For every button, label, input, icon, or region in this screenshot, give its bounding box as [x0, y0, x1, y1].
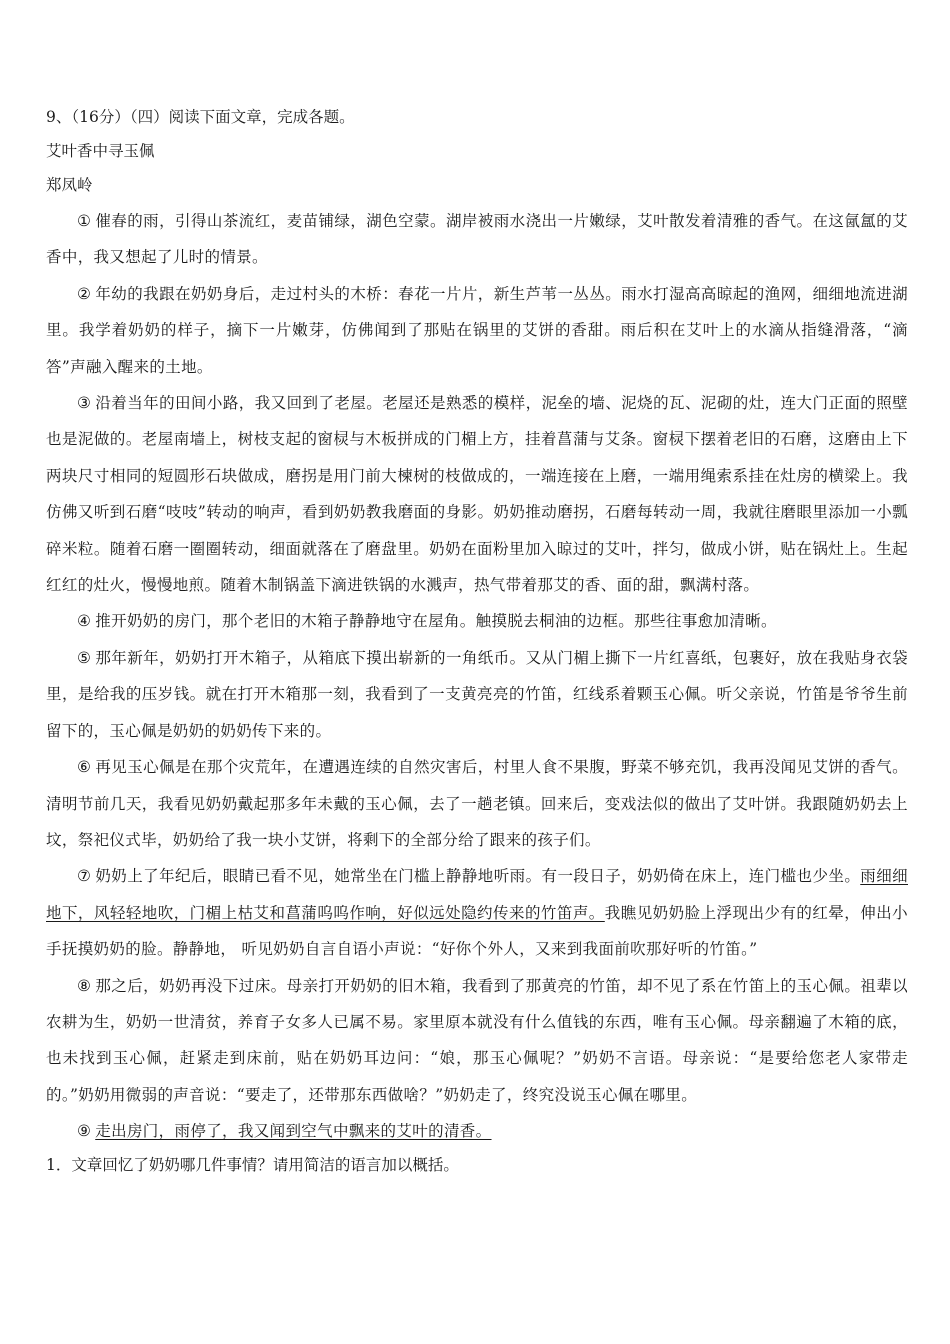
paragraph-text: 推开奶奶的房门，那个老旧的木箱子静静地守在屋角。触摸脱去桐油的边框。那些往事愈加清晰。: [95, 612, 777, 631]
article-title: 艾叶香中寻玉佩: [46, 142, 155, 160]
paragraph-text: 奶奶上了年纪后，眼睛已看不见，她常坐在门槛上静静地听雨。有一段日子，奶奶倚在床上，连门槛也少坐。: [95, 867, 861, 886]
paragraph-number: ③: [77, 394, 92, 413]
paragraph-number: ①: [77, 212, 92, 230]
paragraph-number: ⑦: [77, 867, 92, 886]
paragraph-number: ②: [77, 284, 92, 303]
paragraph-2: [46, 276, 908, 385]
paragraph-4: [46, 603, 908, 639]
paragraph-8: [46, 968, 908, 1114]
paragraph-text: 年幼的我跟在奶奶身后，走过村头的木桥：春花一片片，新生芦苇一丛丛。雨水打湿高高晾起的渔网，细细地流进湖里。我学着奶奶的样子，摘下一片嫩芽，仿佛闻到了那贴在锅里的艾饼的香甜。雨后积在艾叶上的水滴从指缝滑落，“滴答”声融入醒来的土地。: [46, 284, 909, 376]
paragraph-text: 催春的雨，引得山茶流红，麦苗铺绿，湖色空蒙。湖岸被雨水浇出一片嫩绿，艾叶散发着清雅的香气。在这氤氲的艾香中，我又想起了儿时的情景。: [46, 212, 909, 267]
paragraph-number: ④: [77, 612, 92, 631]
paragraph-number: ⑨: [77, 1122, 92, 1141]
article-author: 郑凤岭: [46, 176, 93, 194]
paragraph-1: [46, 203, 908, 276]
paragraph-number: ⑧: [77, 976, 92, 995]
paragraph-text: 那之后，奶奶再没下过床。母亲打开奶奶的旧木箱，我看到了那黄亮的竹笛，却不见了系在竹笛上的玉心佩。祖辈以农耕为生，奶奶一世清贫，养育子女多人已属不易。家里原本就没有什么值钱的东西，唯有玉心佩。母亲翻遍了木箱的底，也未找到玉心佩，赶紧走到床前，贴在奶奶耳边问：“娘，那玉心佩呢？”奶奶不言语。母亲说：“是要给您老人家带走的。”奶奶用微弱的声音说：“要走了，还带那东西做啥？”奶奶走了，终究没说玉心佩在哪里。: [46, 976, 909, 1104]
paragraph-text: 我瞧见奶奶脸上浮现出少有的红晕，伸出小手抚摸奶奶的脸。静静地， 听见奶奶自言自语小声说：“好你个外人，又来到我面前吹那好听的竹笛。”: [46, 903, 908, 959]
paragraph-9: [46, 1113, 908, 1149]
paragraph-text: 沿着当年的田间小路，我又回到了老屋。老屋还是熟悉的模样，泥垒的墙、泥烧的瓦、泥砌的灶，连大门正面的照壁也是泥做的。老屋南墙上，树枝支起的窗棂与木板拼成的门楣上方，挂着菖蒲与艾条。窗棂下摆着老旧的石磨，这磨由上下两块尺寸相同的短圆形石块做成，磨拐是用门前大楝树的枝做成的，一端连接在上磨，一端用绳索系挂在灶房的横梁上。我仿佛又听到石磨“吱吱”转动的响声，看到奶奶教我磨面的身影。奶奶推动磨拐，石磨每转动一周，我就往磨眼里添加一小瓢碎米粒。随着石磨一圈圈转动，细面就落在了磨盘里。奶奶在面粉里加入晾过的艾叶，拌匀，做成小饼，贴在锅灶上。生起红红的灶火，慢慢地煎。随着木制锅盖下滴进铁锅的水溅声，热气带着那艾的香、面的甜，飘满村落。: [46, 394, 909, 595]
paragraph-6: [46, 749, 908, 858]
paragraph-3: [46, 385, 908, 603]
paragraph-number: ⑤: [77, 648, 92, 667]
paragraph-number: ⑥: [77, 758, 92, 777]
question-intro: 9、（16分）（四）阅读下面文章，完成各题。: [46, 108, 355, 126]
paragraph-text: 再见玉心佩是在那个灾荒年，在遭遇连续的自然灾害后，村里人食不果腹，野菜不够充饥，我再没闻见艾饼的香气。清明节前几天，我看见奶奶戴起那多年未戴的玉心佩，去了一趟老镇。回来后，变戏法似的做出了艾叶饼。我跟随奶奶去上坟，祭祀仪式毕，奶奶给了我一块小艾饼，将剩下的全部分给了跟来的孩子们。: [46, 758, 909, 849]
paragraph-5: [46, 640, 908, 749]
underlined-sentence: 走出房门，雨停了，我又闻到空气中飘来的艾叶的清香。: [95, 1122, 492, 1141]
question-1: 1．文章回忆了奶奶哪几件事情？请用简洁的语言加以概括。: [46, 1155, 459, 1174]
document-page: [46, 100, 908, 1180]
paragraph-7: [46, 858, 908, 967]
paragraph-text: 那年新年，奶奶打开木箱子，从箱底下摸出崭新的一角纸币。又从门楣上撕下一片红喜纸，包裹好，放在我贴身衣袋里，是给我的压岁钱。就在打开木箱那一刻，我看到了一支黄亮亮的竹笛，红线系着颗玉心佩。听父亲说，竹笛是爷爷生前留下的，玉心佩是奶奶的奶奶传下来的。: [46, 648, 909, 740]
underlined-sentence: 雨细细地下，风轻轻地吹，门楣上枯艾和菖蒲呜呜作响，好似远处隐约传来的竹笛声。: [46, 867, 908, 922]
